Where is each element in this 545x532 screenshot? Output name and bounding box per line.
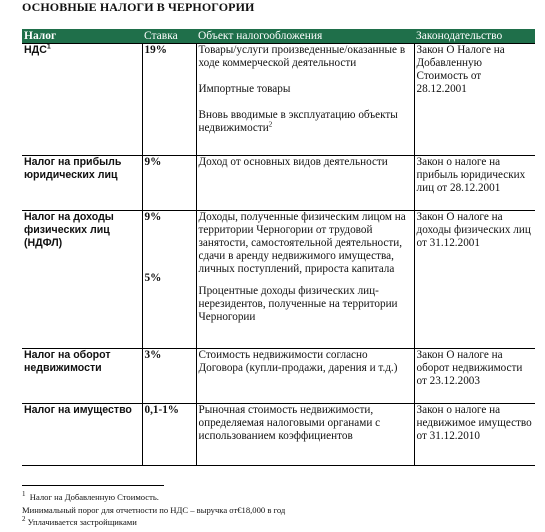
page-title: ОСНОВНЫЕ НАЛОГИ В ЧЕРНОГОРИИ (22, 0, 255, 14)
tax-law: Закон О налоге на оборот недвижимости от 23.12.2003 (414, 349, 535, 404)
header-tax: Налог (22, 29, 142, 44)
header-object: Объект налогообложения (196, 29, 414, 44)
tax-object: Стоимость недвижимости согласно Договора (купли-продажи, дарения и т.д.) (196, 349, 414, 404)
tax-object: Рыночная стоимость недвижимости, определяемая налоговыми органами с использованием коэффициентов (196, 404, 414, 466)
taxes-table (22, 29, 535, 466)
tax-object: Товары/услуги произведенные/оказанные в ходе коммерческой деятельности Импортные товары Вновь вводимые в эксплуатацию объекты недвижимости$^2$ (196, 44, 414, 156)
tax-law: Закон о налоге на прибыль юридических лиц от 28.12.2001 (414, 156, 535, 211)
tax-object: Доход от основных видов деятельности (196, 156, 414, 211)
tax-name: Налог на оборот недвижимости (22, 349, 142, 404)
footnote: $^1$ Налог на Добавленную Стоимость. (22, 490, 159, 502)
table-row (22, 44, 535, 156)
footnote: Минимальный порог для отчетности по НДС – выручка от€18,000 в год (22, 505, 286, 515)
table-row (22, 404, 535, 466)
table-header-row (22, 29, 535, 44)
footnote-divider (22, 485, 164, 486)
tax-rate: 19% (142, 44, 196, 156)
table-row (22, 211, 535, 349)
tax-rate: 9% (142, 156, 196, 211)
table-row (22, 156, 535, 211)
header-law: Законодательство (414, 29, 535, 44)
table-row (22, 349, 535, 404)
tax-rate: 9% 5% (142, 211, 196, 349)
tax-law: Закон О налоге на доходы физических лиц от 31.12.2001 (414, 211, 535, 349)
tax-rate: 0,1-1% (142, 404, 196, 466)
tax-name: НДС$^1$ (22, 44, 142, 156)
tax-rate: 3% (142, 349, 196, 404)
tax-law: Закон о налоге на недвижимое имущество от 31.12.2010 (414, 404, 535, 466)
tax-name: Налог на доходы физических лиц (НДФЛ) (22, 211, 142, 349)
footnote-ref: 1 (46, 43, 51, 51)
tax-law: Закон О Налоге на Добавленную Стоимость от 28.12.2001 (414, 44, 535, 156)
footnote-ref: 2 (268, 120, 273, 129)
tax-object: Доходы, полученные физическим лицом на территории Черногории от трудовой занятости, самостоятельной деятельности, сдачи в аренду недвижимого имущества, личных поступлений, прироста капитала Процентные доходы физических лиц-нерезидентов, полученные на территории Черногории (196, 211, 414, 349)
tax-name: Налог на прибыль юридических лиц (22, 156, 142, 211)
header-rate: Ставка (142, 29, 196, 44)
tax-name: Налог на имущество (22, 404, 142, 466)
footnote: $^2$ Уплачивается застройщиками (22, 515, 137, 527)
